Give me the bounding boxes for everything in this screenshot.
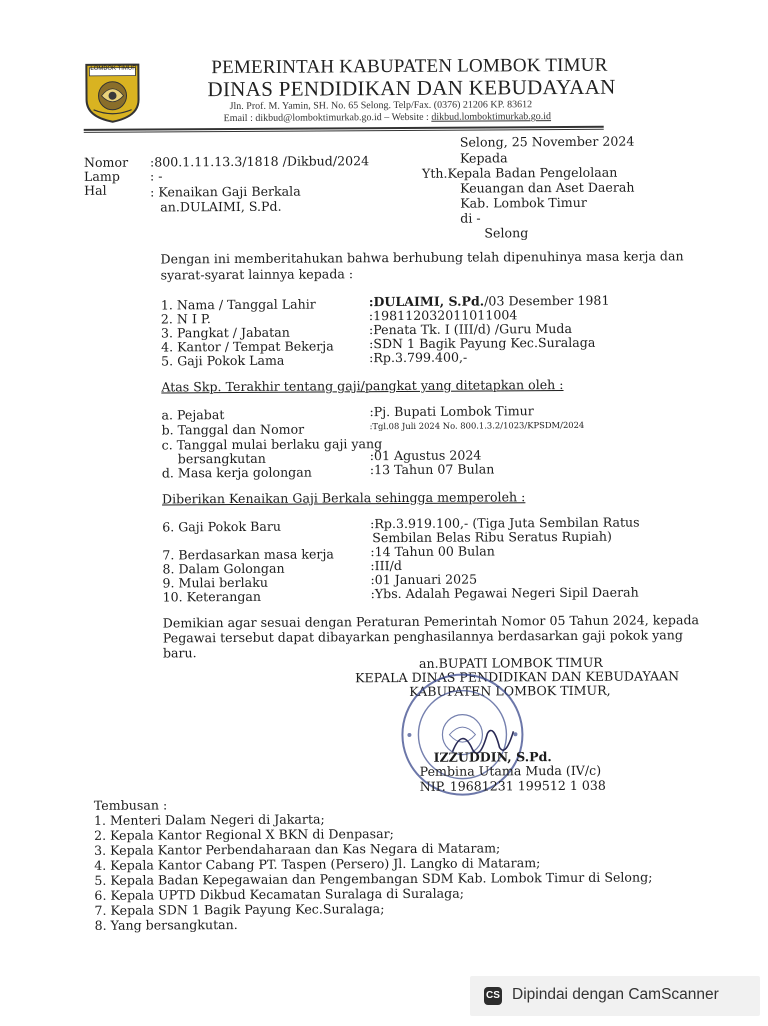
new-value-6: :Rp.3.919.100,- (Tiga Juta Sembilan Ratus [370,514,640,532]
tembusan-item: 4. Kepala Kantor Cabang PT. Taspen (Persero) Jl. Langko di Mataram; [94,855,541,873]
recipient-kepada: Kepada [459,150,508,166]
recipient-di: di - [460,210,481,226]
signatory-name: IZZUDDIN, S.Pd. [433,749,552,765]
signature-office: KEPALA DINAS PENDIDIKAN DAN KEBUDAYAAN [355,668,680,686]
section-skp-heading: Atas Skp. Terakhir tentang gaji/pangkat yang ditetapkan oleh : [161,376,564,395]
skp-value-a: :Pj. Bupati Lombok Timur [369,403,534,420]
person-birthdate: /03 Desember 1981 [484,292,610,309]
recipient-city: Selong [484,225,529,241]
tembusan-item: 8. Yang bersangkutan. [94,916,238,933]
skp-label-b: b. Tanggal dan Nomor [161,421,305,438]
camscanner-text: Dipindai dengan CamScanner [512,986,719,1003]
letterhead-agency: DINAS PENDIDIKAN DAN KEBUDAYAAN [207,74,616,102]
letterhead-email: Email : dikbud@lomboktimurkab.go.id – Website : [223,111,432,125]
person-label-4: 4. Kantor / Tempat Bekerja [161,338,334,355]
new-label-7: 7. Berdasarkan masa kerja [162,546,334,563]
recipient-line3: Kab. Lombok Timur [460,194,587,211]
new-value-9: :01 Januari 2025 [370,571,478,588]
new-value-10: :Ybs. Adalah Pegawai Negeri Sipil Daerah [370,584,639,602]
skp-label-d: d. Masa kerja golongan [161,464,312,481]
recipient-line2: Keuangan dan Aset Daerah [460,179,635,196]
signature-an: an.BUPATI LOMBOK TIMUR [418,654,603,671]
new-label-8: 8. Dalam Golongan [162,560,285,577]
tembusan-title: Tembusan : [93,797,168,813]
skp-value-c: :01 Agustus 2024 [369,447,482,464]
signatory-rank: Pembina Utama Muda (IV/c) [419,762,602,779]
person-value-5: :Rp.3.799.400,- [369,349,468,366]
person-label-5: 5. Gaji Pokok Lama [161,352,285,369]
skp-value-d: :13 Tahun 07 Bulan [369,461,495,478]
new-value-8: :III/d [370,557,402,574]
person-label-3: 3. Pangkat / Jabatan [160,324,290,341]
letterhead-government: PEMERINTAH KABUPATEN LOMBOK TIMUR [211,54,608,79]
tembusan-item: 1. Menteri Dalam Negeri di Jakarta; [93,811,325,828]
intro-line2: syarat-syarat lainnya kepada : [160,266,354,283]
closing-line2: Pegawai tersebut dapat dibayarkan penghasilannya berdasarkan gaji pokok yang [162,627,683,646]
person-label-2: 2. N I P. [160,311,211,327]
place-date: Selong, 25 November 2024 [459,133,635,150]
person-value-2: :198112032011011004 [368,307,518,324]
tembusan-item: 3. Kepala Kantor Perbendaharaan dan Kas Negara di Mataram; [94,840,501,858]
hal-label: Hal [84,182,107,198]
tembusan-item: 5. Kepala Badan Kepegawaian dan Pengembangan SDM Kab. Lombok Timur di Selong; [94,869,653,888]
skp-label-a: a. Pejabat [161,407,225,423]
closing-line3: baru. [162,645,197,661]
camscanner-watermark [470,976,760,1016]
skp-label-c: c. Tanggal mulai berlaku gaji yang [161,436,383,453]
lamp-value: : - [149,168,163,184]
new-label-9: 9. Mulai berlaku [162,574,268,591]
tembusan-item: 2. Kepala Kantor Regional X BKN di Denpasar; [93,826,394,843]
letterhead-website: dikbud.lomboktimurkab.go.id [431,111,552,123]
person-name: :DULAIMI, S.Pd. [368,293,485,310]
signature-region: KABUPATEN LOMBOK TIMUR, [409,682,611,699]
skp-value-b: :Tgl.08 Juli 2024 No. 800.1.3.2/1023/KPSDM/2024 [369,419,585,432]
intro-line1: Dengan ini memberitahukan bahwa berhubung telah dipenuhinya masa kerja dan [160,248,684,267]
nomor-value: :800.1.11.13.3/1818 /Dikbud/2024 [149,153,370,170]
logo-text: LOMBOK TIMUR [90,65,137,72]
recipient-line1: Yth.Kepala Badan Pengelolaan [421,164,618,181]
new-label-6: 6. Gaji Pokok Baru [162,518,282,535]
closing-line1: Demikian agar sesuai dengan Peraturan Pemerintah Nomor 05 Tahun 2024, kepada [162,612,700,631]
new-value-7: :14 Tahun 00 Bulan [370,543,495,560]
camscanner-icon: CS [484,987,502,1005]
person-label-1: 1. Nama / Tanggal Lahir [160,296,316,313]
nomor-label: Nomor [83,154,129,170]
hal-value-name: an.DULAIMI, S.Pd. [160,198,282,215]
tembusan-item: 6. Kepala UPTD Dikbud Kecamatan Suralaga di Suralaga; [94,885,464,903]
lamp-label: Lamp [83,168,120,184]
skp-label-c2: bersangkutan [177,450,266,467]
section-new-heading: Diberikan Kenaikan Gaji Berkala sehingga memperoleh : [161,489,526,507]
person-value-4: :SDN 1 Bagik Payung Kec.Suralaga [368,334,596,352]
new-value-6-words: Sembilan Belas Ribu Seratus Rupiah) [372,528,612,546]
tembusan-item: 7. Kepala SDN 1 Bagik Payung Kec.Suralaga; [94,901,385,918]
person-value-3: :Penata Tk. I (III/d) /Guru Muda [368,320,573,338]
signatory-nip: NIP. 19681231 199512 1 038 [419,777,606,794]
letterhead-contact [224,111,551,124]
hal-value: : Kenaikan Gaji Berkala [150,183,301,200]
letterhead-address: Jln. Prof. M. Yamin, SH. No. 65 Selong. Telp/Fax. (0376) 21206 KP. 83612 [229,99,533,113]
new-label-10: 10. Keterangan [162,588,262,605]
